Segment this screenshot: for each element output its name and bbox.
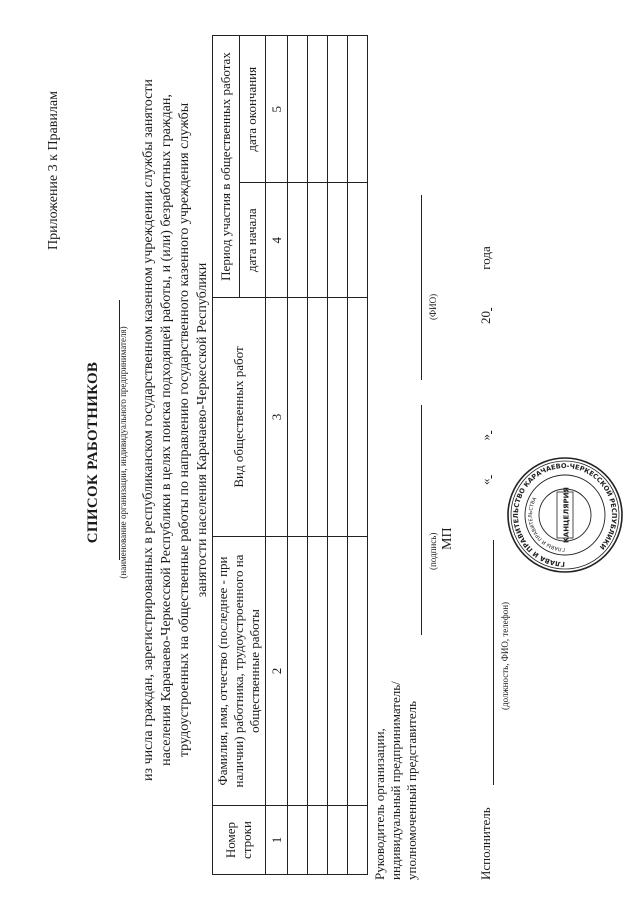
table-cell — [348, 806, 368, 875]
date-month-blank — [478, 324, 494, 434]
header-period: Период участия в общественных работах — [213, 36, 240, 298]
signature-line — [420, 405, 422, 635]
appendix-label: Приложение 3 к Правилам — [46, 91, 61, 250]
header-start-date: дата начала — [239, 183, 266, 298]
date-field — [478, 246, 494, 485]
table-row — [348, 36, 368, 875]
date-open-quote: « — [478, 478, 493, 485]
header-work-type: Вид общественных работ — [213, 298, 266, 537]
date-close-quote: » — [478, 434, 493, 441]
table-cell — [348, 298, 368, 537]
fio-hint: (ФИО) — [428, 293, 438, 320]
table-cell — [328, 537, 348, 806]
table-cell — [308, 298, 328, 537]
fio-line — [420, 195, 422, 380]
table-cell — [328, 298, 348, 537]
table-cell — [308, 537, 328, 806]
seal-center-text: КАНЦЕЛЯРИЯ — [562, 487, 571, 543]
table-cell — [288, 36, 308, 183]
executor-hint: (должность, ФИО, телефон) — [500, 601, 510, 710]
table-cell — [308, 183, 328, 298]
stamp-place-label: МП — [440, 527, 455, 550]
intro-line: трудоустроенных на общественные работы по направлению государственного казенного учреждения службы — [177, 102, 192, 758]
table-row — [308, 36, 328, 875]
header-end-date: дата окончания — [239, 36, 266, 183]
table-cell — [288, 298, 308, 537]
official-seal — [505, 455, 625, 575]
intro-line: из числа граждан, зарегистрированных в республиканском государственном казенном учреждении службы занятости — [141, 79, 156, 781]
date-suffix: года — [478, 246, 493, 270]
seal-ring-text: ГЛАВА И ПРАВИТЕЛЬСТВО КАРАЧАЕВО-ЧЕРКЕССКОЙ РЕСПУБЛИКИ — [511, 461, 619, 569]
executor-line — [492, 540, 494, 785]
intro-line: занятости населения Карачаево-Черкесской Республики — [195, 262, 210, 598]
table-cell — [308, 36, 328, 183]
header-number: Номер строки — [213, 806, 266, 875]
table-row — [328, 36, 348, 875]
date-day-blank — [478, 441, 494, 479]
table-cell — [328, 183, 348, 298]
table-cell — [348, 537, 368, 806]
table-cell — [328, 806, 348, 875]
column-number-cell: 5 — [266, 36, 288, 183]
header-name: Фамилия, имя, отчество (последнее - при наличии) работника, трудоустроенного на общественные работы — [213, 537, 266, 806]
document-title: СПИСОК РАБОТНИКОВ — [85, 361, 101, 544]
date-century: 20 — [478, 311, 493, 324]
workers-table — [212, 35, 368, 875]
date-year-blank — [478, 273, 494, 311]
table-row — [288, 36, 308, 875]
organization-hint: (наименование организации, индивидуального предпринимателя) — [118, 326, 128, 579]
table-cell — [328, 36, 348, 183]
column-number-cell: 4 — [266, 183, 288, 298]
column-number-cell: 1 — [266, 806, 288, 875]
seal-inner-text: ГЛАВЫ И ПРАВИТЕЛЬСТВА — [527, 496, 566, 553]
table-cell — [308, 806, 328, 875]
table-cell — [288, 806, 308, 875]
signature-hint: (подпись) — [428, 532, 438, 570]
executor-label: Исполнитель — [478, 807, 493, 880]
column-number-cell: 2 — [266, 537, 288, 806]
signatory-caption: Руководитель организации, индивидуальный предприниматель/ уполномоченный представитель — [372, 681, 419, 880]
table-cell — [288, 537, 308, 806]
table-cell — [288, 183, 308, 298]
column-number-cell: 3 — [266, 298, 288, 537]
table-cell — [348, 36, 368, 183]
intro-line: населения Карачаево-Черкесской Республики в целях поиска подходящей работы, и (или) безработных граждан, — [159, 94, 174, 766]
intro-text — [140, 45, 212, 815]
table-cell — [348, 183, 368, 298]
